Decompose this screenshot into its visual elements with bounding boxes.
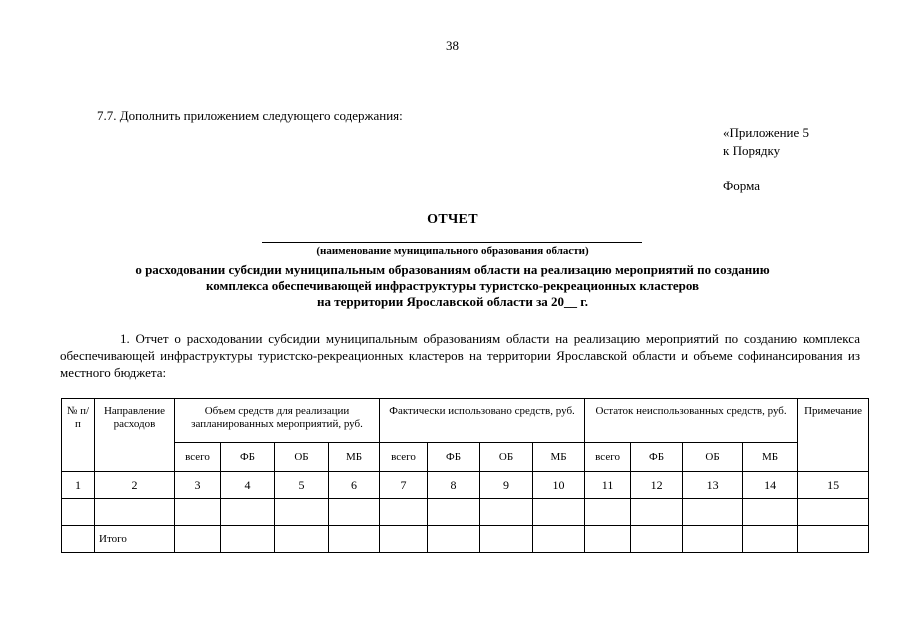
column-number: 5 (275, 472, 329, 499)
table-cell (683, 499, 743, 526)
column-number: 9 (480, 472, 533, 499)
section-1-paragraph (60, 330, 860, 381)
table-cell (631, 526, 683, 553)
table-cell (175, 499, 221, 526)
table-cell (221, 499, 275, 526)
subheader-total: всего (175, 443, 221, 472)
header-planned: Объем средств для реализации запланированных мероприятий, руб. (175, 399, 380, 443)
table-cell (585, 526, 631, 553)
table-cell (743, 526, 798, 553)
table-cell (329, 526, 380, 553)
column-number: 11 (585, 472, 631, 499)
table-cell (631, 499, 683, 526)
subheader-ob: ОБ (480, 443, 533, 472)
report-subtitle (0, 262, 905, 310)
table-cell (275, 526, 329, 553)
section-1-text: 1. Отчет о расходовании субсидии муниципальным образованиям области на реализацию мероприятий по созданию комплекса обеспечивающей инфраструктуры туристско-рекреационных кластеров на территории Ярославской области и объеме софинансирования из местного бюджета: (60, 331, 860, 380)
appendix-line-1: «Приложение 5 (723, 125, 810, 140)
table-cell (428, 499, 480, 526)
header-remaining: Остаток неиспользованных средств, руб. (585, 399, 798, 443)
table-cell (329, 499, 380, 526)
header-row (62, 399, 869, 443)
column-number: 7 (380, 472, 428, 499)
column-number: 3 (175, 472, 221, 499)
subheader-ob: ОБ (275, 443, 329, 472)
table-cell (533, 499, 585, 526)
table-cell (95, 499, 175, 526)
table-row (62, 499, 869, 526)
subheader-total: всего (585, 443, 631, 472)
subtitle-line-1: о расходовании субсидии муниципальным образованиям области на реализацию мероприятий по созданию (135, 262, 770, 277)
subheader-ob: ОБ (683, 443, 743, 472)
total-label: Итого (95, 526, 175, 553)
header-note: Примечание (798, 399, 869, 472)
subheader-row (62, 443, 869, 472)
table-cell (480, 526, 533, 553)
column-number: 15 (798, 472, 869, 499)
appendix-heading (723, 124, 809, 160)
municipality-name-caption: (наименование муниципального образования области) (316, 245, 589, 257)
table-cell (275, 499, 329, 526)
table-cell (175, 526, 221, 553)
subheader-fb: ФБ (428, 443, 480, 472)
subheader-fb: ФБ (221, 443, 275, 472)
total-row (62, 526, 869, 553)
subheader-fb: ФБ (631, 443, 683, 472)
report-table (61, 398, 869, 553)
column-number: 10 (533, 472, 585, 499)
column-number: 14 (743, 472, 798, 499)
municipality-name-line (262, 242, 642, 243)
table-cell (798, 499, 869, 526)
table-cell (221, 526, 275, 553)
column-number: 4 (221, 472, 275, 499)
header-no: № п/п (62, 399, 95, 472)
table-cell (798, 526, 869, 553)
appendix-line-2: к Порядку (723, 143, 781, 158)
subheader-mb: МБ (533, 443, 585, 472)
table-cell (62, 526, 95, 553)
table-cell (683, 526, 743, 553)
column-number: 6 (329, 472, 380, 499)
page-number: 38 (446, 38, 459, 53)
column-number: 2 (95, 472, 175, 499)
column-number: 8 (428, 472, 480, 499)
subheader-mb: МБ (329, 443, 380, 472)
column-number: 1 (62, 472, 95, 499)
subtitle-line-3: на территории Ярославской области за 20__ г. (317, 294, 588, 309)
table-cell (533, 526, 585, 553)
header-used: Фактически использовано средств, руб. (380, 399, 585, 443)
report-title: ОТЧЕТ (427, 212, 478, 227)
table-cell (428, 526, 480, 553)
table-cell (380, 526, 428, 553)
table-cell (743, 499, 798, 526)
subtitle-line-2: комплекса обеспечивающей инфраструктуры туристско-рекреационных кластеров (205, 278, 700, 293)
column-number-row (62, 472, 869, 499)
subheader-total: всего (380, 443, 428, 472)
table-cell (380, 499, 428, 526)
intro-text: 7.7. Дополнить приложением следующего содержания: (97, 108, 403, 123)
column-number: 12 (631, 472, 683, 499)
subheader-mb: МБ (743, 443, 798, 472)
header-direction: Направление расходов (95, 399, 175, 472)
table-cell (585, 499, 631, 526)
table-cell (480, 499, 533, 526)
table-cell (62, 499, 95, 526)
column-number: 13 (683, 472, 743, 499)
form-label: Форма (723, 178, 760, 193)
